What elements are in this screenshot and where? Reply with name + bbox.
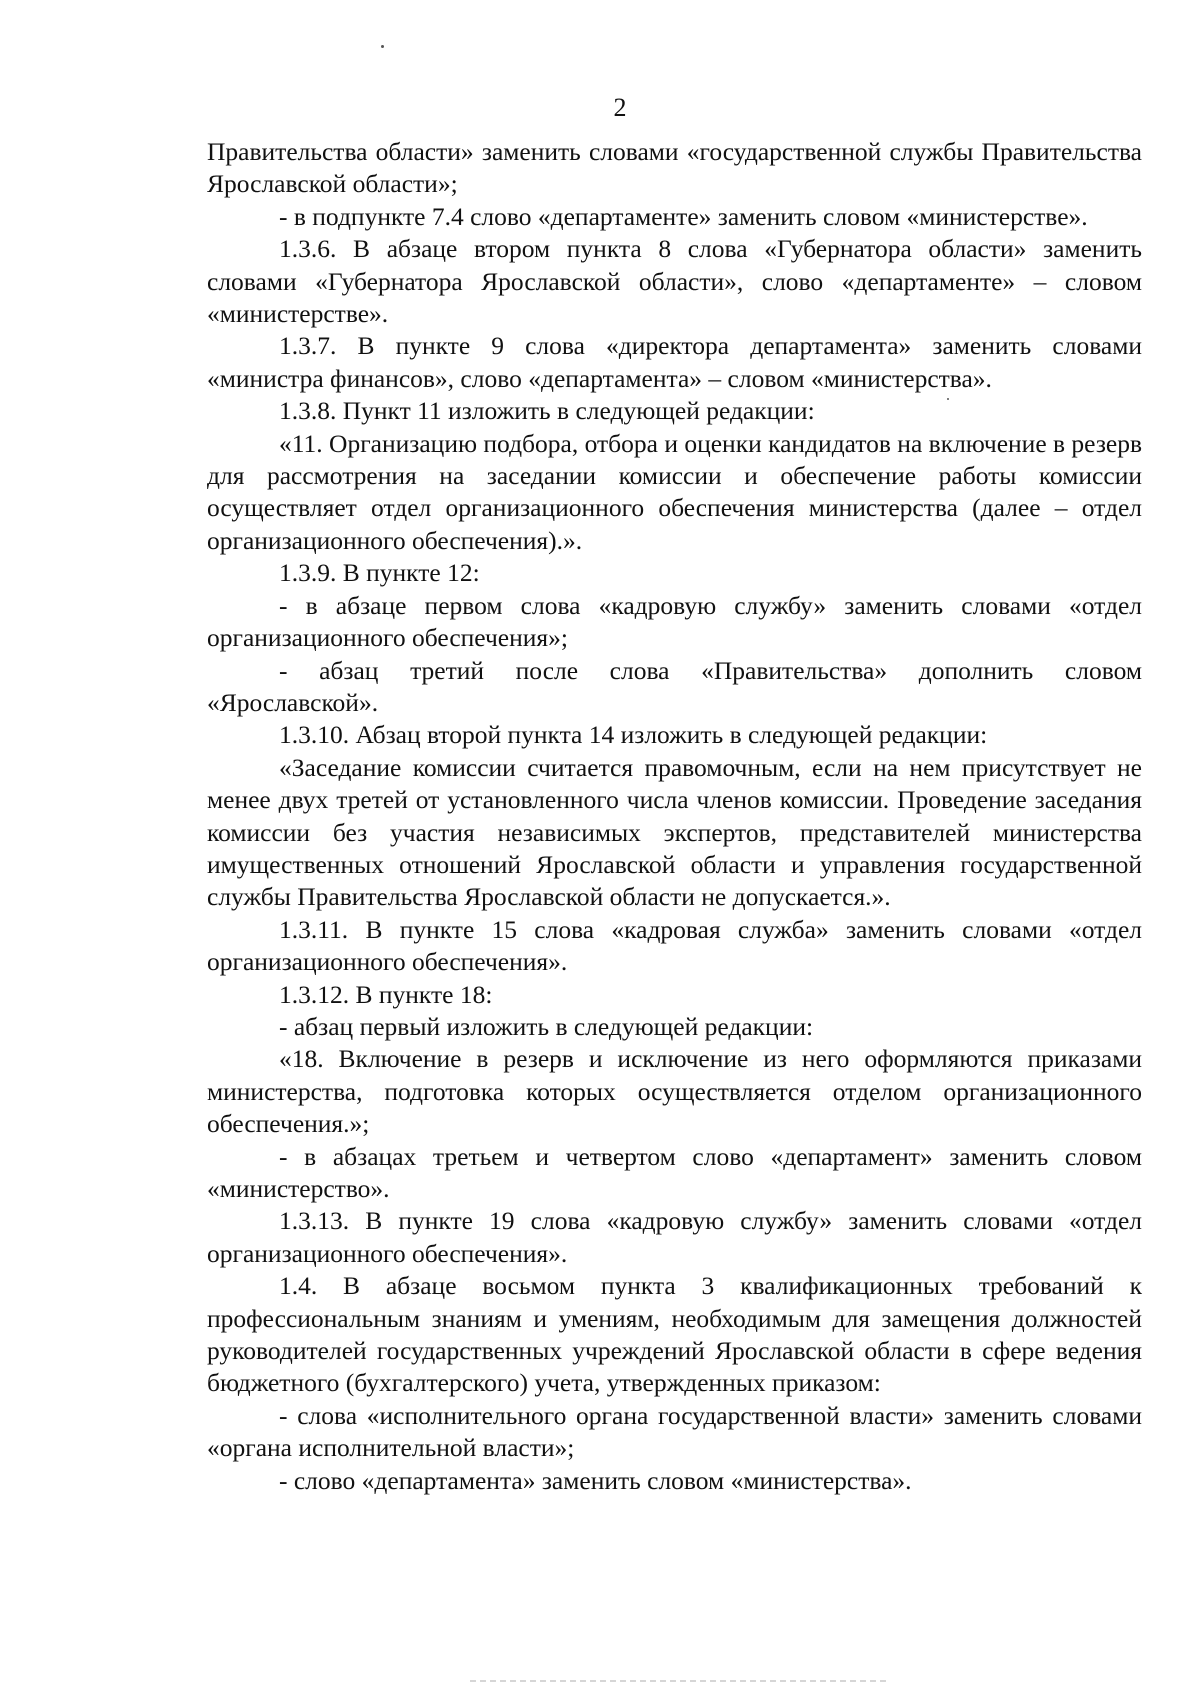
paragraph: 1.3.11. В пункте 15 слова «кадровая служба» заменить словами «отдел организационного обеспечения». [207,914,1142,977]
paragraph: «Заседание комиссии считается правомочным, если на нем присутствует не менее двух третей от установленного числа членов комиссии. Проведение заседания комиссии без участия независимых экспертов, представителей министерства имущественных отношений Ярославской области и управления государственной службы Правительства Ярославской области не допускается.». [207,752,1142,912]
paragraph: Правительства области» заменить словами «государственной службы Правительства Ярославской области»; [207,137,1142,199]
paragraph: 1.3.7. В пункте 9 слова «директора департамента» заменить словами «министра финансов», слово «департамента» – словом «министерства». [207,331,1142,393]
paragraph: - в подпункте 7.4 слово «департаменте» заменить словом «министерстве». [279,201,1088,231]
paragraph: 1.3.6. В абзаце втором пункта 8 слова «Губернатора области» заменить словами «Губернатора Ярославской области», слово «департаменте» – словом «министерстве». [207,234,1142,329]
paragraph: 1.4. В абзаце восьмом пункта 3 квалификационных требований к профессиональным знаниям и умениям, необходимым для замещения должностей руководителей государственных учреждений Ярославской области в сфере ведения бюджетного (бухгалтерского) учета, утвержденных приказом: [207,1271,1142,1398]
page-bottom-edge [470,1680,890,1682]
paragraph: 1.3.8. Пункт 11 изложить в следующей редакции: [279,396,815,426]
paragraph: 1.3.10. Абзац второй пункта 14 изложить в следующей редакции: [279,720,988,750]
paragraph: 1.3.9. В пункте 12: [279,558,480,588]
paragraph: 1.3.12. В пункте 18: [279,979,493,1009]
paragraph: - слово «департамента» заменить словом «министерства». [279,1465,912,1495]
paragraph: - слова «исполнительного органа государственной власти» заменить словами «органа исполнительной власти»; [207,1400,1142,1463]
paragraph: - абзац третий после слова «Правительства» дополнить словом «Ярославской». [207,655,1142,717]
paragraph: - в абзацах третьем и четвертом слово «департамент» заменить словом «министерство». [207,1141,1142,1203]
paragraph: - абзац первый изложить в следующей редакции: [279,1011,814,1041]
page-number: 2 [613,93,627,122]
scan-speck [381,45,384,48]
paragraph: 1.3.13. В пункте 19 слова «кадровую службу» заменить словами «отдел организационного обеспечения». [207,1206,1142,1268]
document-body [207,136,1142,1497]
paragraph: «18. Включение в резерв и исключение из него оформляются приказами министерства, подготовка которых осуществляется отделом организационного обеспечения.»; [207,1044,1142,1139]
paragraph: «11. Организацию подбора, отбора и оценки кандидатов на включение в резерв для рассмотрения на заседании комиссии и обеспечение работы комиссии осуществляет отдел организационного обеспечения министерства (далее – отдел организационного обеспечения).». [207,428,1142,555]
paragraph: - в абзаце первом слова «кадровую службу» заменить словами «отдел организационного обеспечения»; [207,590,1142,653]
